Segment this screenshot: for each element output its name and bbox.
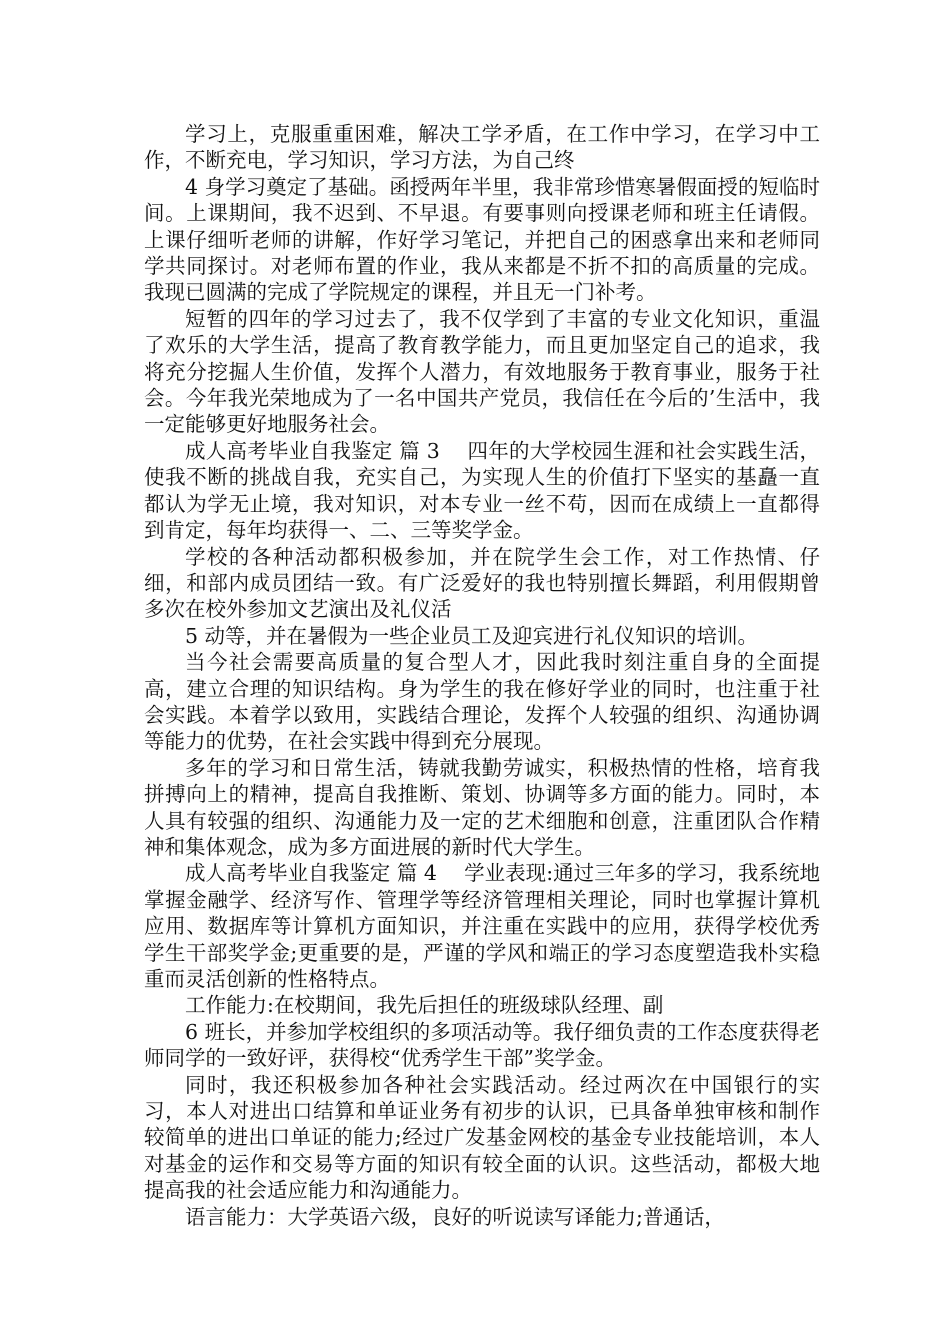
section-heading-paragraph: 成人高考毕业自我鉴定 篇 4 学业表现:通过三年多的学习，我系统地掌握金融学、经济写作、管理学等经济管理相关理论，同时也掌握计算机应用、数据库等计算机方面知识，并注重在实践中的应用，获得学校优秀学生干部奖学金;更重要的是，严谨的学风和端正的学习态度塑造我朴实稳重而灵活创新的性格特点。 — [144, 861, 820, 991]
paragraph: 工作能力:在校期间，我先后担任的班级球队经理、副 — [185, 993, 664, 1018]
paragraph: 4 身学习奠定了基础。函授两年半里，我非常珍惜寒暑假面授的短临时间。上课期间，我不迟到、不早退。有要事则向授课老师和班主任请假。上课仔细听老师的讲解，作好学习笔记，并把自己的困惑拿出来和老师同学共同探讨。对老师布置的作业，我从来都是不折不扣的高质量的完成。我现已圆满的完成了学院规定的课程，并且无一门补考。 — [144, 174, 820, 305]
paragraph: 多年的学习和日常生活，铸就我勤劳诚实，积极热情的性格，培育我拼搏向上的精神，提高自我推断、策划、协调等多方面的能力。同时，本人具有较强的组织、沟通能力及一定的艺术细胞和创意，注重团队合作精神和集体观念，成为多方面进展的新时代大学生。 — [144, 755, 820, 859]
document-body — [144, 121, 820, 1230]
paragraph: 5 动等，并在暑假为一些企业员工及迎宾进行礼仪知识的培训。 — [185, 623, 759, 648]
paragraph: 6 班长，并参加学校组织的多项活动等。我仔细负责的工作态度获得老师同学的一致好评，获得校“优秀学生干部”奖学金。 — [144, 1019, 820, 1071]
paragraph: 学习上，克服重重困难，解决工学矛盾，在工作中学习，在学习中工作，不断充电，学习知识，学习方法，为自己终 — [144, 122, 820, 173]
paragraph: 同时，我还积极参加各种社会实践活动。经过两次在中国银行的实习，本人对进出口结算和单证业务有初步的认识，已具备单独审核和制作较简单的进出口单证的能力;经过广发基金网校的基金专业技能培训，本人对基金的运作和交易等方面的知识有较全面的认识。这些活动，都极大地提高我的社会适应能力和沟通能力。 — [144, 1072, 820, 1203]
paragraph: 学校的各种活动都积极参加，并在院学生会工作，对工作热情、仔细，和部内成员团结一致。有广泛爱好的我也特别擅长舞蹈，利用假期曾多次在校外参加文艺演出及礼仪活 — [144, 544, 820, 622]
paragraph: 语言能力：大学英语六级，良好的听说读写译能力;普通话， — [185, 1204, 725, 1229]
paragraph: 当今社会需要高质量的复合型人才，因此我时刻注重自身的全面提高，建立合理的知识结构。身为学生的我在修好学业的同时，也注重于社会实践。本着学以致用，实践结合理论，发挥个人较强的组织、沟通协调等能力的优势，在社会实践中得到充分展现。 — [144, 650, 820, 754]
paragraph: 短暂的四年的学习过去了，我不仅学到了丰富的专业文化知识，重温了欢乐的大学生活，提高了教育教学能力，而且更加坚定自己的追求，我将充分挖掘人生价值，发挥个人潜力，有效地服务于教育事业，服务于社会。今年我光荣地成为了一名中国共产党员，我信任在今后的’生活中，我一定能够更好地服务社会。 — [144, 306, 820, 437]
section-heading-paragraph: 成人高考毕业自我鉴定 篇 3 四年的大学校园生涯和社会实践生活，使我不断的挑战自我，充实自己，为实现人生的价值打下坚实的基矗一直都认为学无止境，我对知识，对本专业一丝不苟，因而在成绩上一直都得到肯定，每年均获得一、二、三等奖学金。 — [144, 438, 820, 543]
